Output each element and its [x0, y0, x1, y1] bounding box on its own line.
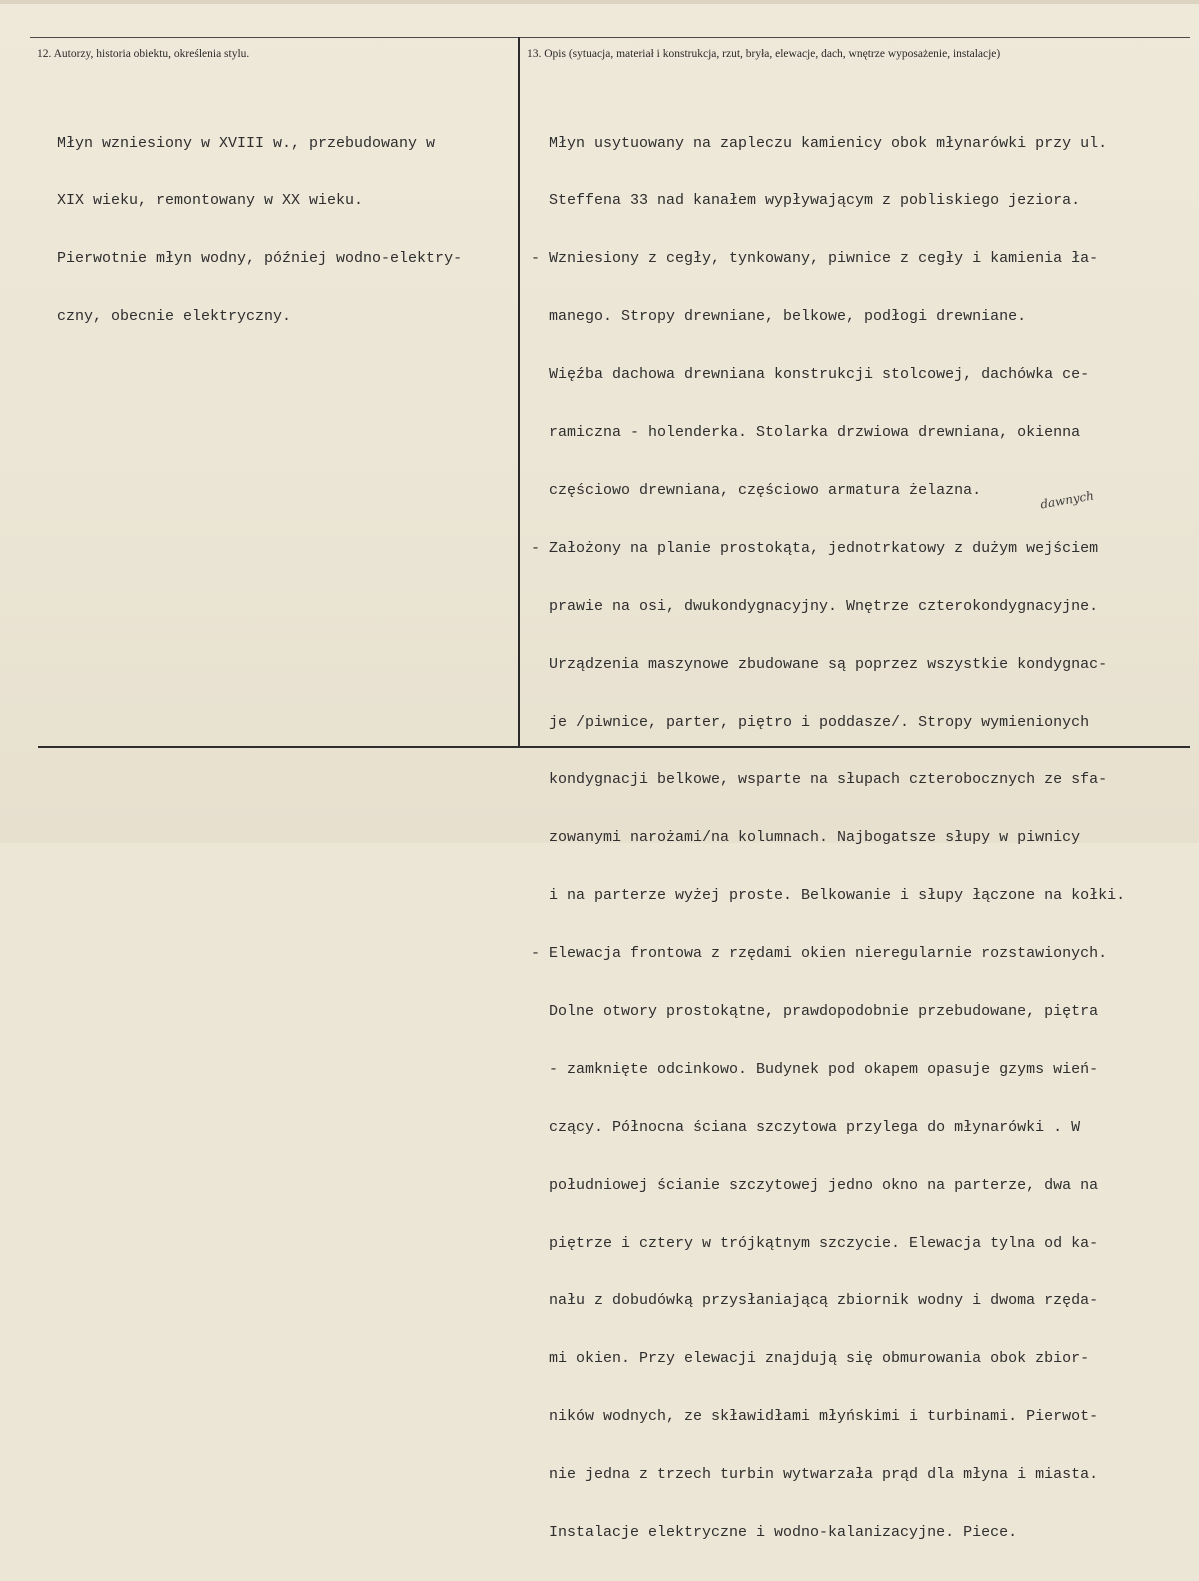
history-line: Pierwotnie młyn wodny, później wodno-elektry-: [57, 250, 463, 268]
description-text-block: [531, 95, 1125, 1581]
description-line: nału z dobudówką przysłaniającą zbiornik wodny i dwoma rzęda-: [531, 1292, 1099, 1310]
sheet-top-edge: [0, 0, 1199, 4]
description-line: Więźba dachowa drewniana konstrukcji stolcowej, dachówka ce-: [531, 366, 1090, 384]
description-line: nie jedna z trzech turbin wytwarzała prąd dla młyna i miasta.: [531, 1466, 1099, 1484]
description-line: - Elewacja frontowa z rzędami okien nieregularnie rozstawionych.: [531, 945, 1108, 963]
description-line: południowej ścianie szczytowej jedno okno na parterze, dwa na: [531, 1176, 1099, 1194]
description-line: Młyn usytuowany na zapleczu kamienicy obok młynarówki przy ul.: [531, 134, 1108, 152]
description-line: ramiczna - holenderka. Stolarka drzwiowa drewniana, okienna: [531, 424, 1081, 442]
description-line: manego. Stropy drewniane, belkowe, podłogi drewniane.: [531, 308, 1027, 326]
column-divider-line: [518, 37, 520, 748]
description-line: piętrze i cztery w trójkątnym szczycie. Elewacja tylna od ka-: [531, 1234, 1099, 1252]
description-line: - Wzniesiony z cegły, tynkowany, piwnice z cegły i kamienia ła-: [531, 250, 1099, 268]
description-line: ników wodnych, ze skławidłami młyńskimi i turbinami. Pierwot-: [531, 1408, 1099, 1426]
description-line: Instalacje elektryczne i wodno-kalanizacyjne. Piece.: [531, 1523, 1018, 1541]
description-line: Urządzenia maszynowe zbudowane są poprzez wszystkie kondygnac-: [531, 655, 1108, 673]
description-line: - Założony na planie prostokąta, jednotrkatowy z dużym wejściem: [531, 539, 1099, 557]
description-line: Dolne otwory prostokątne, prawdopodobnie przebudowane, piętra: [531, 1002, 1099, 1020]
description-line: Steffena 33 nad kanałem wypływającym z pobliskiego jeziora.: [531, 192, 1081, 210]
description-line: czący. Północna ściana szczytowa przylega do młynarówki . W: [531, 1118, 1081, 1136]
description-line: zowanymi narożami/na kolumnach. Najbogatsze słupy w piwnicy: [531, 829, 1081, 847]
handwritten-annotation: dawnych: [1039, 488, 1095, 512]
description-line: - zamknięte odcinkowo. Budynek pod okapem opasuje gzyms wień-: [531, 1060, 1099, 1078]
description-line: częściowo drewniana, częściowo armatura żelazna.: [531, 481, 982, 499]
description-line: prawie na osi, dwukondygnacyjny. Wnętrze czterokondygnacyjne.: [531, 597, 1099, 615]
history-text-block: [57, 95, 462, 365]
description-line: kondygnacji belkowe, wsparte na słupach czterobocznych ze sfa-: [531, 771, 1108, 789]
history-line: Młyn wzniesiony w XVIII w., przebudowany w: [57, 134, 436, 152]
description-line: je /piwnice, parter, piętro i poddasze/. Stropy wymienionych: [531, 713, 1090, 731]
history-line: XIX wieku, remontowany w XX wieku.: [57, 192, 364, 210]
history-line: czny, obecnie elektryczny.: [57, 308, 292, 326]
section-13-header: 13. Opis (sytuacja, materiał i konstrukcja, rzut, bryła, elewacje, dach, wnętrze wyposażenie, instalacje): [527, 48, 1001, 60]
description-line: mi okien. Przy elewacji znajdują się obmurowania obok zbior-: [531, 1350, 1090, 1368]
section-12-header: 12. Autorzy, historia obiektu, określenia stylu.: [37, 48, 250, 60]
description-line: i na parterze wyżej proste. Belkowanie i słupy łączone na kołki.: [531, 887, 1126, 905]
header-divider-line: [30, 37, 1190, 38]
